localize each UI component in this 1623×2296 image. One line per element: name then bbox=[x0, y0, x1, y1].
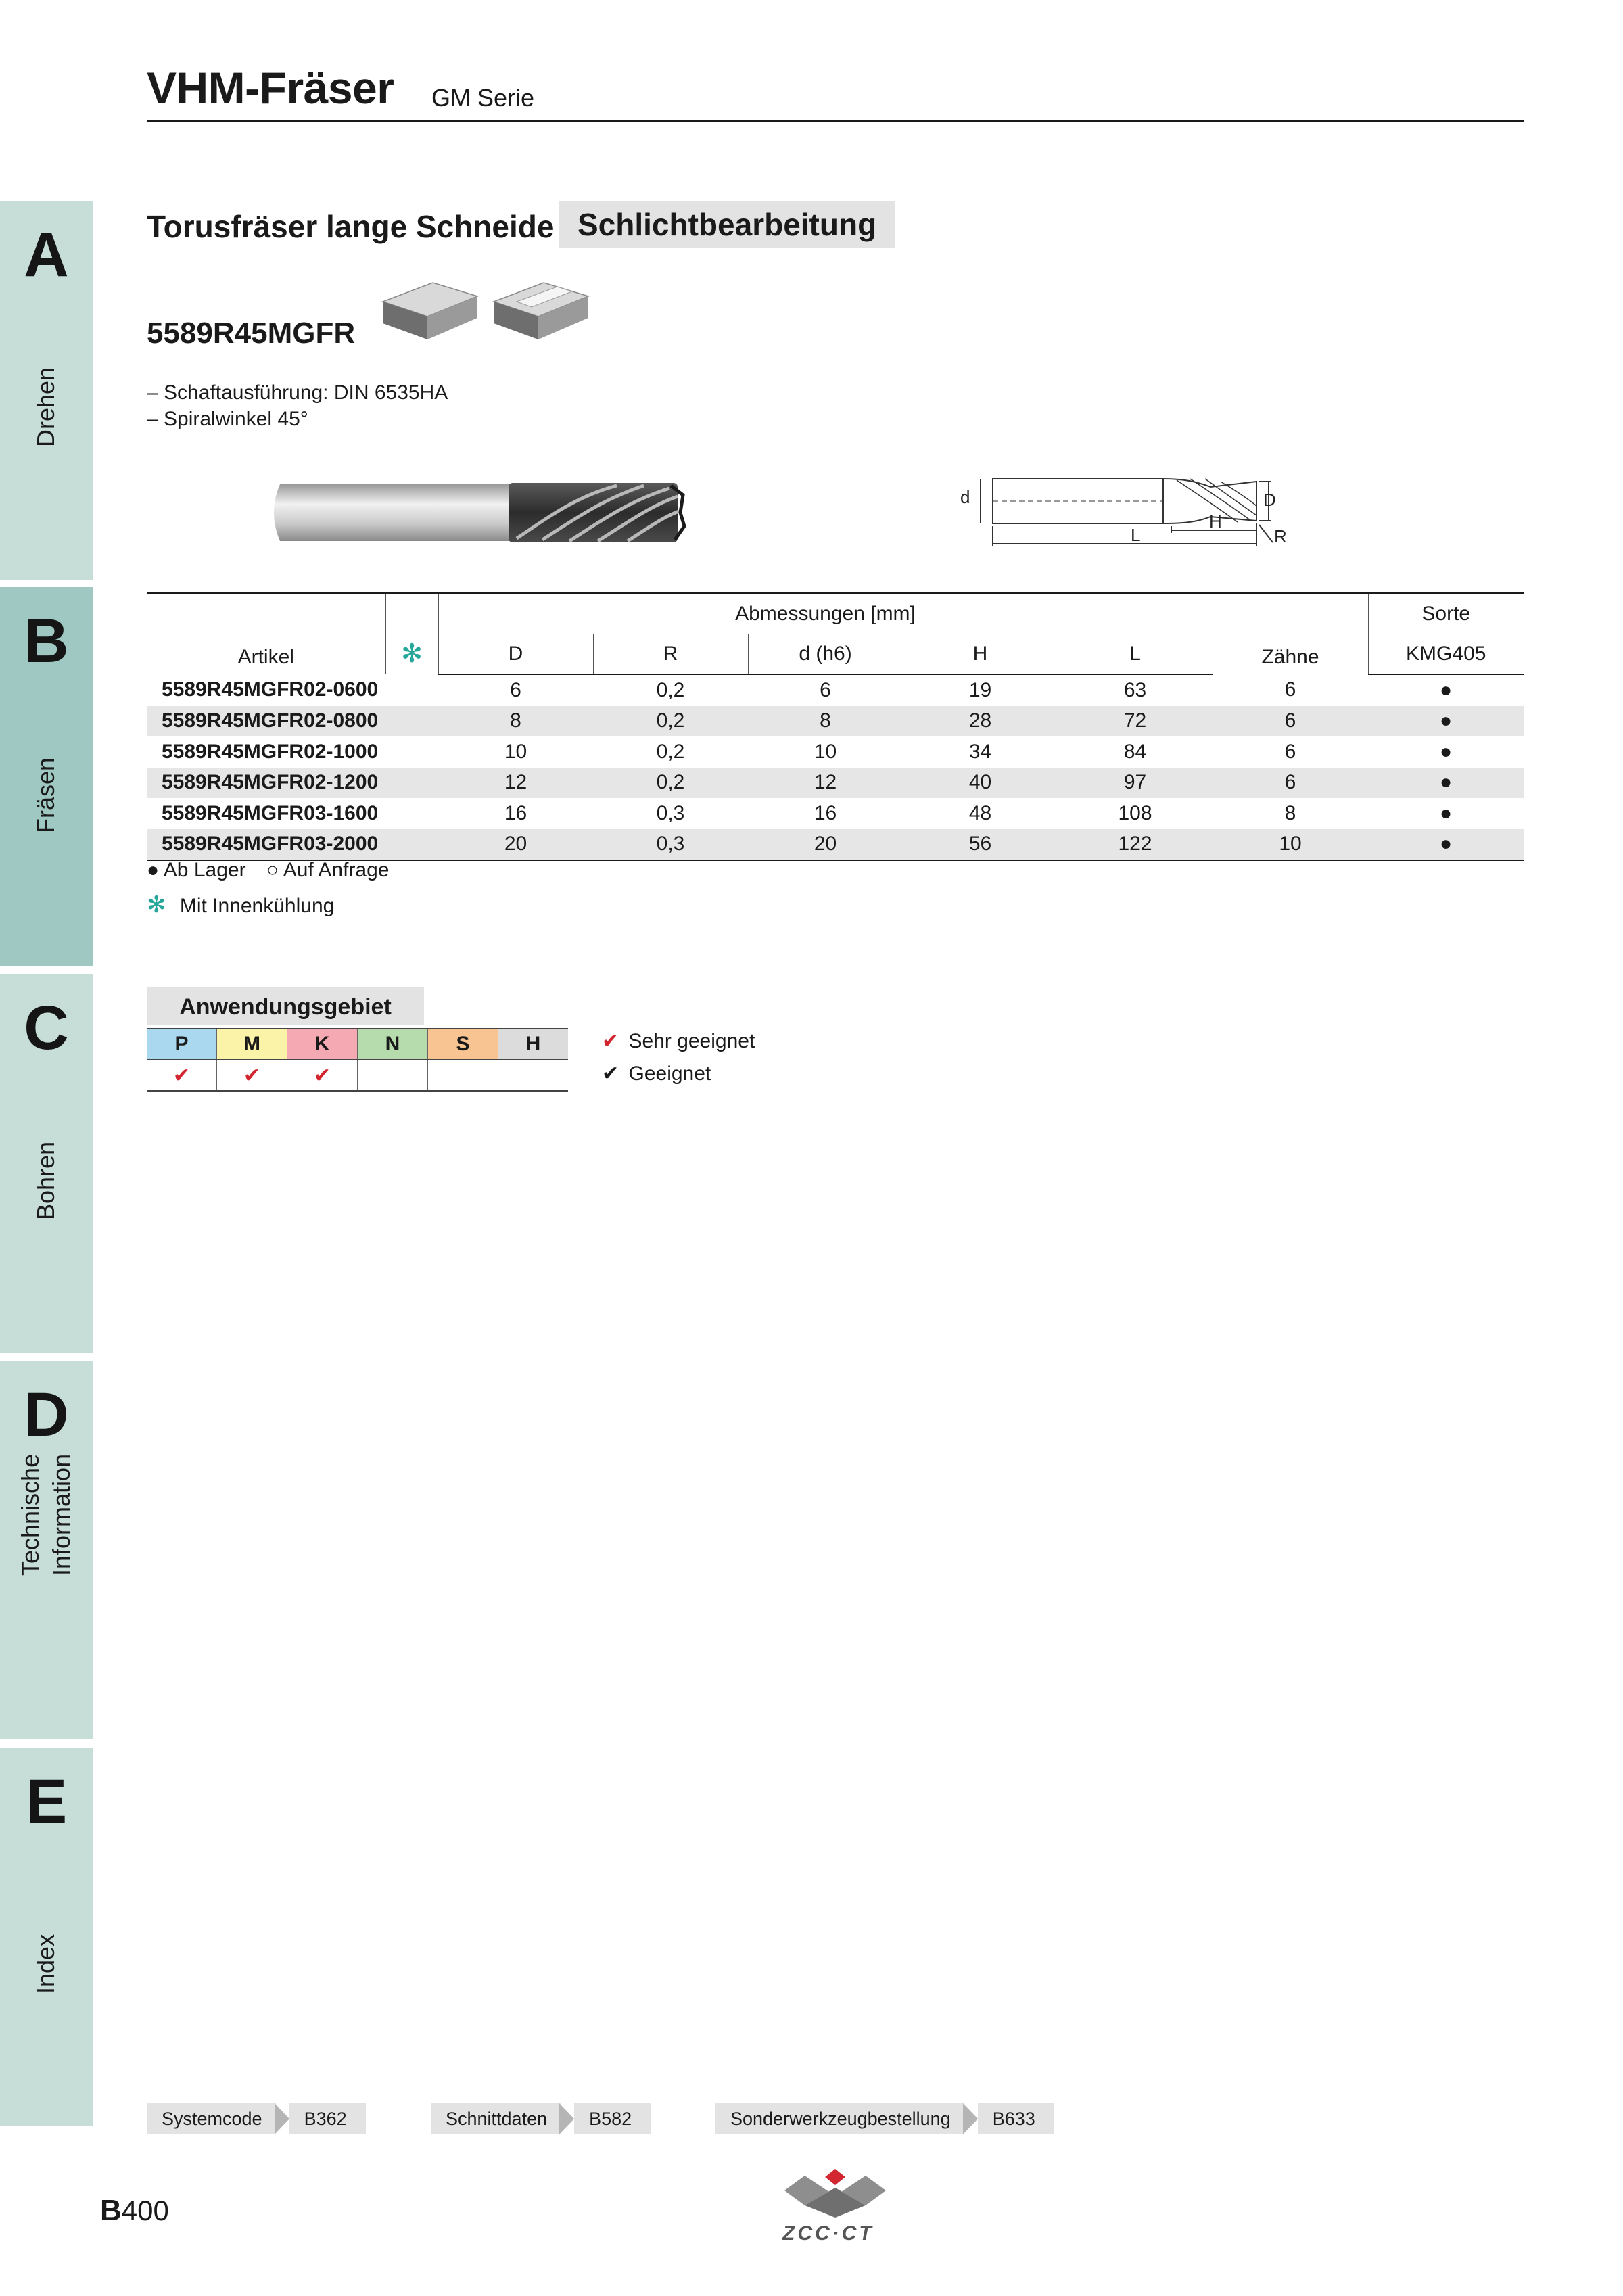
red-check-icon: ✔ bbox=[602, 1030, 619, 1052]
material-n: N bbox=[358, 1029, 428, 1060]
application-table bbox=[147, 1028, 568, 1092]
side-tab-letter: A bbox=[24, 220, 69, 289]
col-dim: R bbox=[593, 634, 748, 675]
article-code: 5589R45MGFR bbox=[147, 317, 356, 350]
cell: 19 bbox=[968, 678, 992, 701]
cell-artikel: 5589R45MGFR02-0600 bbox=[162, 678, 379, 701]
header-divider bbox=[147, 120, 1524, 122]
col-sorte: Sorte bbox=[1368, 594, 1524, 634]
side-tab-label: Fräsen bbox=[32, 757, 60, 833]
cell: 0,2 bbox=[656, 678, 685, 701]
suitability-cell bbox=[428, 1060, 498, 1092]
brand-text: ZCC·CT bbox=[782, 2222, 874, 2245]
cell: 56 bbox=[903, 829, 1058, 861]
material-s: S bbox=[428, 1029, 498, 1060]
legend-suitable-label: Geeignet bbox=[628, 1062, 711, 1085]
cell: 6 bbox=[1213, 768, 1368, 799]
cell: 20 bbox=[748, 829, 903, 861]
col-artikel: Artikel bbox=[147, 594, 385, 675]
cell: 0,2 bbox=[593, 768, 748, 799]
ref-page: B582 bbox=[574, 2103, 651, 2134]
zcc-ct-logo-icon bbox=[778, 2161, 893, 2222]
cell: 63 bbox=[1123, 678, 1147, 701]
cell: 8 bbox=[748, 706, 903, 737]
cell: 34 bbox=[968, 740, 992, 763]
coolant-snowflake-icon: ✻ bbox=[147, 892, 166, 918]
cell-artikel: 5589R45MGFR03-2000 bbox=[147, 829, 385, 861]
cell-artikel: 5589R45MGFR03-1600 bbox=[162, 801, 379, 824]
dim-label: D bbox=[1263, 490, 1276, 510]
section-title: Torusfräser lange Schneide bbox=[147, 209, 555, 244]
feature-item: – Spiralwinkel 45° bbox=[147, 408, 308, 430]
legend-very-label: Sehr geeignet bbox=[628, 1030, 755, 1052]
legend-suitable bbox=[602, 1062, 711, 1085]
cell: 10 bbox=[1213, 829, 1368, 861]
cell: 40 bbox=[903, 768, 1058, 799]
material-m: M bbox=[217, 1029, 287, 1060]
product-table bbox=[147, 592, 1524, 861]
side-tab-label-line: Technische bbox=[16, 1453, 44, 1576]
dim-label: R bbox=[1274, 526, 1287, 546]
cell: 0,3 bbox=[593, 829, 748, 861]
table-row bbox=[147, 798, 1524, 829]
cell-stock-dot: ● bbox=[1439, 801, 1453, 824]
cell: 122 bbox=[1058, 829, 1213, 861]
side-tab-c[interactable] bbox=[0, 974, 93, 1353]
side-tab-label: Drehen bbox=[32, 367, 60, 447]
ref-page: B633 bbox=[978, 2103, 1054, 2134]
col-grade: KMG405 bbox=[1368, 634, 1524, 675]
side-tab-letter: D bbox=[24, 1380, 69, 1449]
red-check-icon: ✔ bbox=[147, 1060, 217, 1092]
cell: 12 bbox=[438, 768, 593, 799]
side-tab-letter: E bbox=[25, 1767, 68, 1836]
cell: 10 bbox=[504, 740, 527, 763]
side-tab-a[interactable] bbox=[0, 201, 93, 580]
flat-block-icon bbox=[383, 283, 477, 339]
cell: 6 bbox=[1284, 678, 1296, 701]
suitability-cell bbox=[498, 1060, 569, 1092]
page-title: VHM-Fräser bbox=[147, 63, 394, 113]
dim-label: d bbox=[960, 487, 970, 507]
cell-artikel: 5589R45MGFR02-1200 bbox=[147, 768, 385, 799]
side-tab-label-line: Information bbox=[47, 1453, 75, 1576]
cell: 108 bbox=[1118, 801, 1152, 824]
feature-item: – Schaftausführung: DIN 6535HA bbox=[147, 381, 448, 404]
ref-label: Sonderwerkzeugbestellung bbox=[715, 2103, 964, 2134]
material-h: H bbox=[498, 1029, 569, 1060]
black-check-icon: ✔ bbox=[602, 1062, 619, 1085]
dim-label: H bbox=[1209, 511, 1222, 532]
cell: 12 bbox=[748, 768, 903, 799]
table-row bbox=[147, 674, 1524, 706]
ref-systemcode[interactable] bbox=[147, 2103, 366, 2134]
cell-stock-dot: ● bbox=[1439, 740, 1453, 763]
cell: 84 bbox=[1123, 740, 1147, 763]
table-row bbox=[147, 829, 1524, 861]
end-mill-photo bbox=[265, 476, 690, 549]
ref-page: B362 bbox=[289, 2103, 366, 2134]
suitability-cell bbox=[358, 1060, 428, 1092]
cell: 6 bbox=[510, 678, 521, 701]
side-tab-label: Bohren bbox=[32, 1141, 60, 1220]
legend-stock: ● Ab Lager bbox=[147, 859, 246, 881]
col-dim: L bbox=[1058, 634, 1213, 675]
red-check-icon: ✔ bbox=[217, 1060, 287, 1092]
side-tab-label: Index bbox=[32, 1934, 60, 1994]
cell: 0,3 bbox=[656, 801, 685, 824]
dim-label: L bbox=[1131, 525, 1141, 545]
cell: 0,2 bbox=[593, 706, 748, 737]
cell: 8 bbox=[1284, 801, 1296, 824]
material-k: K bbox=[287, 1029, 358, 1060]
cell: 6 bbox=[1213, 706, 1368, 737]
ref-schnittdaten[interactable] bbox=[431, 2103, 651, 2134]
red-check-icon: ✔ bbox=[287, 1060, 358, 1092]
technical-drawing bbox=[954, 467, 1298, 555]
side-tab-e[interactable] bbox=[0, 1748, 93, 2126]
page-number bbox=[100, 2194, 169, 2228]
cell: 48 bbox=[968, 801, 992, 824]
col-zaehne: Zähne bbox=[1213, 594, 1368, 675]
col-dim: D bbox=[438, 634, 593, 675]
application-title: Anwendungsgebiet bbox=[147, 987, 424, 1025]
side-tab-label bbox=[15, 1454, 77, 1576]
stock-legend bbox=[147, 859, 390, 882]
cell-stock-dot: ● bbox=[1439, 678, 1453, 701]
section-tag: Schlichtbearbeitung bbox=[559, 201, 895, 248]
coolant-snowflake-icon: ✻ bbox=[385, 594, 438, 675]
side-tab-b[interactable] bbox=[0, 587, 93, 966]
chevron-right-icon bbox=[559, 2103, 574, 2134]
legend-very-suitable bbox=[602, 1029, 755, 1053]
side-tab-letter: C bbox=[24, 993, 69, 1062]
col-group-dimensions: Abmessungen [mm] bbox=[438, 594, 1213, 634]
cell: 20 bbox=[438, 829, 593, 861]
cell-artikel: 5589R45MGFR02-1000 bbox=[162, 740, 379, 763]
cell: 16 bbox=[504, 801, 527, 824]
page-subtitle: GM Serie bbox=[431, 84, 535, 112]
chevron-right-icon bbox=[275, 2103, 289, 2134]
legend-coolant: Mit Innenkühlung bbox=[179, 895, 335, 917]
cell-stock-dot: ● bbox=[1368, 768, 1524, 799]
cell: 6 bbox=[1284, 740, 1296, 763]
col-dim: d (h6) bbox=[748, 634, 903, 675]
cell: 8 bbox=[438, 706, 593, 737]
cell: 0,2 bbox=[656, 740, 685, 763]
ref-label: Systemcode bbox=[147, 2103, 276, 2134]
chevron-right-icon bbox=[963, 2103, 978, 2134]
table-row bbox=[147, 706, 1524, 737]
cell: 72 bbox=[1058, 706, 1213, 737]
cell: 28 bbox=[903, 706, 1058, 737]
cell-stock-dot: ● bbox=[1368, 829, 1524, 861]
legend-request: ○ Auf Anfrage bbox=[266, 859, 390, 881]
cell-artikel: 5589R45MGFR02-0800 bbox=[147, 706, 385, 737]
workpiece-icons bbox=[379, 269, 595, 345]
side-tab-d[interactable] bbox=[0, 1361, 93, 1739]
cell: 6 bbox=[820, 678, 831, 701]
table-row bbox=[147, 768, 1524, 799]
side-tab-letter: B bbox=[24, 607, 69, 676]
cell: 97 bbox=[1058, 768, 1213, 799]
cell: 10 bbox=[814, 740, 837, 763]
col-dim: H bbox=[903, 634, 1058, 675]
page-value: 400 bbox=[121, 2195, 169, 2226]
table-row bbox=[147, 736, 1524, 768]
cell: 16 bbox=[814, 801, 837, 824]
cell-stock-dot: ● bbox=[1368, 706, 1524, 737]
material-p: P bbox=[147, 1029, 217, 1060]
ref-label: Schnittdaten bbox=[431, 2103, 561, 2134]
slot-block-icon bbox=[494, 283, 588, 339]
coolant-legend bbox=[147, 891, 334, 918]
ref-sonderwerkzeug[interactable] bbox=[715, 2103, 1054, 2134]
page-section: B bbox=[100, 2194, 122, 2227]
